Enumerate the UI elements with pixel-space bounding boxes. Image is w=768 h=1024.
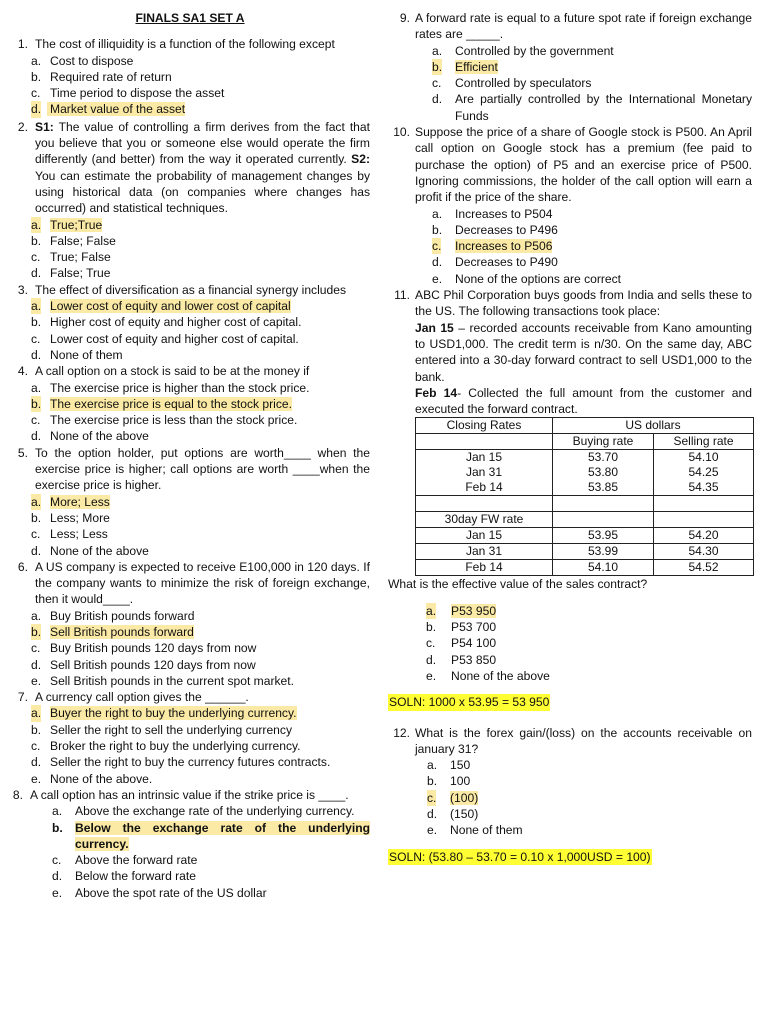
table-row: [416, 450, 754, 466]
option-2c: c. True; False: [31, 250, 111, 265]
question-11-prompt: What is the effective value of the sales contract?: [388, 577, 648, 592]
option-5c: c. Less; Less: [31, 527, 108, 542]
option-12c-answer: c. (100): [427, 790, 479, 805]
table-header: Selling rate: [653, 434, 753, 450]
option-7d: d. Seller the right to buy the currency futures contracts.: [31, 755, 331, 770]
transaction-jan15: Jan 15 – recorded accounts receivable from Kano amounting to USD1,000. The credit term is n/30. On the same day, ABC entered into a 30-day forward contract to sell USD1,000 to the bank.: [415, 320, 753, 384]
option-9b-answer: b. Efficient: [432, 59, 498, 74]
option-8d: d. Below the forward rate: [52, 869, 196, 884]
table-cell: Jan 15: [416, 528, 553, 544]
option-4d: d. None of the above: [31, 429, 149, 444]
option-3d: d. None of them: [31, 347, 123, 362]
question-1: 1. The cost of illiquidity is a function of the following except: [17, 37, 335, 52]
right-column: [388, 10, 752, 865]
table-header: Buying rate: [553, 434, 654, 450]
option-6b-answer: b. Sell British pounds forward: [31, 624, 194, 639]
option-1a: a. Cost to dispose: [31, 53, 134, 68]
option-12a: a. 150: [427, 758, 471, 773]
table-cell: 54.20: [653, 528, 753, 544]
option-4a: a. The exercise price is higher than the stock price.: [31, 380, 310, 395]
option-11d: d. P53 850: [426, 652, 497, 667]
table-cell: [553, 496, 654, 512]
option-6e: e. Sell British pounds in the current spot market.: [31, 673, 295, 688]
table-cell: 53.95: [553, 528, 654, 544]
question-3: 3. The effect of diversification as a financial synergy includes: [17, 282, 347, 297]
option-5a-answer: a. More; Less: [31, 494, 110, 509]
option-11e: e. None of the above: [426, 668, 550, 683]
table-cell: Feb 14: [416, 480, 553, 496]
option-7c: c. Broker the right to buy the underlying currency.: [31, 739, 301, 754]
table-cell: 53.99: [553, 544, 654, 560]
table-cell: 54.25: [653, 465, 753, 480]
table-header-row: [416, 418, 754, 434]
question-8: 8. A call option has an intrinsic value if the strike price is ____.: [12, 787, 349, 802]
option-9a: a. Controlled by the government: [432, 43, 614, 58]
table-cell: Jan 31: [416, 544, 553, 560]
table-cell: Jan 31: [416, 465, 553, 480]
option-2d: d. False; True: [31, 266, 111, 281]
table-row: [416, 465, 754, 480]
option-11c: c. P54 100: [426, 636, 497, 651]
option-5b: b. Less; More: [31, 510, 110, 525]
option-2a-answer: a. True;True: [31, 217, 103, 232]
table-header: US dollars: [553, 418, 754, 434]
table-cell: 54.30: [653, 544, 753, 560]
question-12: 12. What is the forex gain/(loss) on the accounts receivable on january 31?: [393, 725, 752, 756]
option-3a-answer: a. Lower cost of equity and lower cost of capital: [31, 299, 291, 314]
option-7a-answer: a. Buyer the right to buy the underlying currency.: [31, 706, 297, 721]
option-6c: c. Buy British pounds 120 days from now: [31, 641, 257, 656]
table-cell: [653, 512, 753, 528]
option-4c: c. The exercise price is less than the stock price.: [31, 413, 298, 428]
option-7e: e. None of the above.: [31, 771, 153, 786]
left-column: [10, 10, 370, 901]
table-header: Closing Rates: [416, 418, 553, 434]
option-8c: c. Above the forward rate: [52, 853, 198, 868]
option-8b-answer: b. Below the exchange rate of the underlying currency.: [52, 820, 370, 851]
transaction-feb14: Feb 14- Collected the full amount from the customer and executed the forward contract.: [415, 385, 752, 417]
solution-11: SOLN: 1000 x 53.95 = 53 950: [389, 695, 550, 710]
option-1c: c. Time period to dispose the asset: [31, 86, 225, 101]
page-title: FINALS SA1 SET A: [135, 11, 245, 25]
option-10c-answer: c. Increases to P506: [432, 239, 553, 254]
table-row: [416, 544, 754, 560]
option-1b: b. Required rate of return: [31, 69, 172, 84]
option-12d: d. (150): [427, 806, 479, 821]
question-6: 6. A US company is expected to receive E100,000 in 120 days. If the company wants to minimize the risk of foreign exchange, then it would____.: [17, 559, 370, 607]
option-3b: b. Higher cost of equity and higher cost of capital.: [31, 315, 302, 330]
table-cell: 54.52: [653, 560, 753, 576]
table-row: [416, 528, 754, 544]
table-cell: [553, 512, 654, 528]
table-cell: Feb 14: [416, 560, 553, 576]
table-row: [416, 512, 754, 528]
option-6d: d. Sell British pounds 120 days from now: [31, 657, 256, 672]
table-row: [416, 560, 754, 576]
question-2: 2. S1: The value of controlling a firm derives from the fact that you believe that you or someone else would operate the firm differently (and better) from the way it operated currently. S2: You can estimate the probability of management changes by using historical data (on companies where changes has occurred) and statistical techniques.: [17, 119, 370, 216]
table-cell: 53.80: [553, 465, 654, 480]
table-cell: 30day FW rate: [416, 512, 553, 528]
option-11b: b. P53 700: [426, 620, 497, 635]
option-9c: c. Controlled by speculators: [432, 76, 592, 91]
option-9d: d. Are partially controlled by the International Monetary Funds: [432, 92, 752, 123]
table-spacer-row: [416, 496, 754, 512]
table-cell: 53.85: [553, 480, 654, 496]
table-cell: 53.70: [553, 450, 654, 466]
option-8e: e. Above the spot rate of the US dollar: [52, 885, 267, 900]
table-subheader-row: [416, 434, 754, 450]
question-10: 10. Suppose the price of a share of Google stock is P500. An April call option on Google stock has a premium (fee paid to purchase the option) of P5 and an exercise price of P500. Ignoring commissions, the holder of the call option will earn a profit if the price of the share.: [393, 125, 752, 205]
option-3c: c. Lower cost of equity and higher cost of capital.: [31, 331, 299, 346]
question-7: 7. A currency call option gives the ______.: [17, 690, 249, 705]
question-text: The cost of illiquidity is a function of the following except: [35, 37, 335, 52]
table-cell: 54.10: [653, 450, 753, 466]
option-10b: b. Decreases to P496: [432, 222, 558, 237]
table-cell: 54.35: [653, 480, 753, 496]
option-10e: e. None of the options are correct: [432, 271, 622, 286]
option-12e: e. None of them: [427, 823, 523, 838]
option-11a-answer: a. P53 950: [426, 603, 497, 618]
solution-12: SOLN: (53.80 – 53.70 = 0.10 x 1,000USD = 100): [389, 849, 651, 864]
question-5: 5. To the option holder, put options are worth____ when the exercise price is higher; call options are worth ____when the exercise price is higher.: [17, 445, 370, 493]
option-1d-answer: d. Market value of the asset: [31, 102, 186, 117]
option-12b: b. 100: [427, 774, 471, 789]
table-cell: 54.10: [553, 560, 654, 576]
option-10a: a. Increases to P504: [432, 206, 553, 221]
question-11: 11. ABC Phil Corporation buys goods from India and sells these to the US. The following transactions took place:: [394, 288, 752, 319]
question-4: 4. A call option on a stock is said to be at the money if: [17, 364, 310, 379]
option-4b-answer: b. The exercise price is equal to the stock price.: [31, 396, 292, 411]
table-cell: [416, 496, 553, 512]
table-row: [416, 480, 754, 496]
closing-rates-table: [415, 417, 754, 576]
question-9: 9. A forward rate is equal to a future spot rate if foreign exchange rates are _____.: [399, 11, 752, 42]
option-8a: a. Above the exchange rate of the underlying currency.: [52, 804, 355, 819]
option-5d: d. None of the above: [31, 543, 149, 558]
option-2b: b. False; False: [31, 233, 116, 248]
option-7b: b. Seller the right to sell the underlying currency: [31, 722, 292, 737]
table-cell: [653, 496, 753, 512]
table-cell: Jan 15: [416, 450, 553, 466]
option-6a: a. Buy British pounds forward: [31, 608, 195, 623]
option-10d: d. Decreases to P490: [432, 255, 558, 270]
table-cell: [416, 434, 553, 450]
